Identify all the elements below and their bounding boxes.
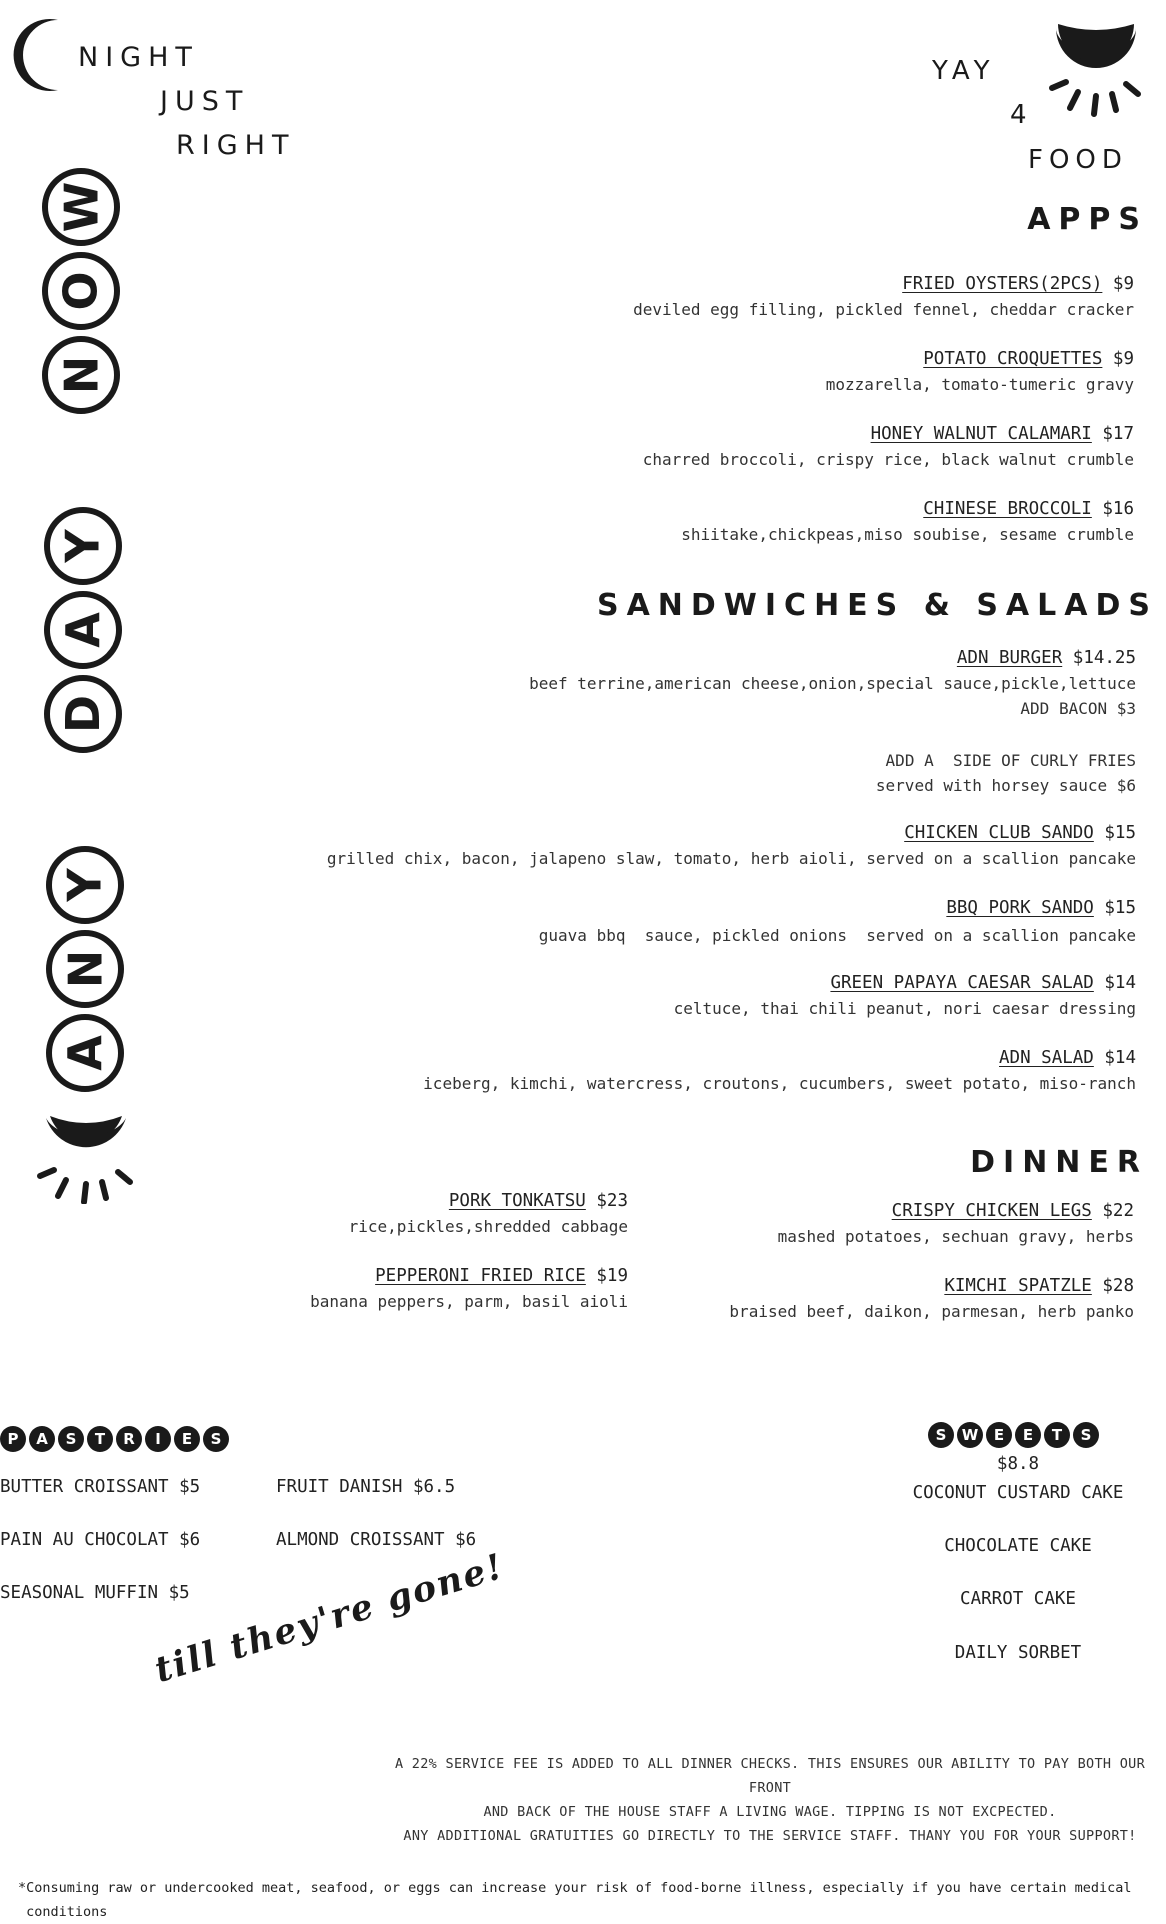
service-fee-line: ANY ADDITIONAL GRATUITIES GO DIRECTLY TO THE SERVICE STAFF. THANY YOU FOR YOUR SUPPORT! xyxy=(403,1828,1137,1844)
sweet-item: COCONUT CUSTARD CAKE xyxy=(912,1483,1124,1503)
menu-item: FRIED OYSTERS(2PCS) $9 deviled egg filling, pickled fennel, cheddar cracker xyxy=(633,274,1134,319)
menu-item: CRISPY CHICKEN LEGS $22 mashed potatoes, sechuan gravy, herbs xyxy=(777,1201,1134,1246)
title-letter: I xyxy=(145,1426,171,1452)
dinner-title: DINNER xyxy=(970,1145,1148,1180)
menu-item: PORK TONKATSU $23 rice,pickles,shredded cabbage xyxy=(348,1191,628,1236)
sweets-price: $8.8 xyxy=(996,1454,1040,1474)
banner-letter-o: O xyxy=(42,252,120,330)
sweet-item: CARROT CAKE xyxy=(960,1589,1076,1609)
tagline: till they're gone! xyxy=(150,1545,510,1691)
disclaimer-line: *Consuming raw or undercooked meat, seafood, or eggs can increase your risk of food-borne illness, especially if you have certain medical xyxy=(18,1880,1132,1896)
service-fee-line: AND BACK OF THE HOUSE STAFF A LIVING WAGE. TIPPING IS NOT EXCPECTED. xyxy=(483,1804,1057,1820)
sweet-item: CHOCOLATE CAKE xyxy=(944,1536,1092,1556)
banner-letter-n: N xyxy=(42,336,120,414)
sweet-item: DAILY SORBET xyxy=(954,1643,1082,1663)
disclaimer-line: conditions xyxy=(18,1904,108,1920)
title-letter: S xyxy=(928,1422,954,1448)
apps-title: APPS xyxy=(1027,202,1148,237)
title-letter: P xyxy=(0,1426,26,1452)
pastries-title xyxy=(0,1426,229,1452)
menu-item: HONEY WALNUT CALAMARI $17 charred broccoli, crispy rice, black walnut crumble xyxy=(642,424,1134,469)
title-letter: T xyxy=(1044,1422,1070,1448)
title-letter: E xyxy=(174,1426,200,1452)
banner-letter-y2: Y xyxy=(46,846,124,924)
title-letter: R xyxy=(116,1426,142,1452)
title-letter: A xyxy=(29,1426,55,1452)
title-letter: E xyxy=(986,1422,1012,1448)
brand-yay: YAY xyxy=(932,56,996,86)
pastry-item: ALMOND CROISSANT $6 xyxy=(276,1530,477,1550)
pastry-item: BUTTER CROISSANT $5 xyxy=(0,1477,201,1497)
pastry-item: SEASONAL MUFFIN $5 xyxy=(0,1583,190,1603)
banner-letter-d: D xyxy=(44,675,122,753)
menu-item: KIMCHI SPATZLE $28 braised beef, daikon, parmesan, herb panko xyxy=(729,1276,1134,1321)
menu-item: ADD A SIDE OF CURLY FRIES served with horsey sauce $6 xyxy=(875,751,1136,795)
title-letter: T xyxy=(87,1426,113,1452)
title-letter: S xyxy=(58,1426,84,1452)
banner-letter-a2: A xyxy=(46,1014,124,1092)
banner-letter-n2: N xyxy=(46,930,124,1008)
menu-item: GREEN PAPAYA CAESAR SALAD $14 celtuce, thai chili peanut, nori caesar dressing xyxy=(673,973,1136,1018)
pastry-item: PAIN AU CHOCOLAT $6 xyxy=(0,1530,201,1550)
brand-word-night: NIGHT xyxy=(78,42,199,73)
service-fee-line: A 22% SERVICE FEE IS ADDED TO ALL DINNER CHECKS. THIS ENSURES OUR ABILITY TO PAY BOTH OUR FRONT xyxy=(394,1756,1146,1796)
title-letter: S xyxy=(1073,1422,1099,1448)
moon-icon xyxy=(10,18,74,92)
brand-word-right: RIGHT xyxy=(176,130,296,161)
menu-item: ADN BURGER $14.25 beef terrine,american cheese,onion,special sauce,pickle,lettuce ADD BACON $3 xyxy=(529,648,1136,718)
menu-item: PEPPERONI FRIED RICE $19 banana peppers, parm, basil aioli xyxy=(310,1266,628,1311)
banner-letter-a: A xyxy=(44,591,122,669)
menu-item: BBQ PORK SANDO $15 guava bbq sauce, pickled onions served on a scallion pancake xyxy=(538,898,1136,945)
title-letter: E xyxy=(1015,1422,1041,1448)
menu-item: CHICKEN CLUB SANDO $15 grilled chix, bacon, jalapeno slaw, tomato, herb aioli, served on a scallion pancake xyxy=(326,823,1136,868)
menu-item: ADN SALAD $14 iceberg, kimchi, watercress, croutons, cucumbers, sweet potato, miso-ranch xyxy=(423,1048,1136,1093)
menu-item: POTATO CROQUETTES $9 mozzarella, tomato-tumeric gravy xyxy=(825,349,1134,394)
title-letter: W xyxy=(957,1422,983,1448)
banner-letter-w: W xyxy=(42,168,120,246)
menu-item: CHINESE BROCCOLI $16 shiitake,chickpeas,miso soubise, sesame crumble xyxy=(681,499,1134,544)
brand-word-just: JUST xyxy=(160,86,250,117)
title-letter: S xyxy=(203,1426,229,1452)
health-disclaimer xyxy=(18,1876,1148,1924)
sunrise-moon-icon xyxy=(1044,22,1148,118)
pastry-item: FRUIT DANISH $6.5 xyxy=(276,1477,456,1497)
service-fee-notice xyxy=(380,1752,1160,1848)
sweets-title xyxy=(928,1422,1099,1448)
brand-4: 4 xyxy=(1010,100,1033,130)
banner-letter-y: Y xyxy=(44,507,122,585)
brand-food: FOOD xyxy=(1028,145,1128,175)
sandwiches-title: SANDWICHES & SALADS xyxy=(596,588,1158,623)
